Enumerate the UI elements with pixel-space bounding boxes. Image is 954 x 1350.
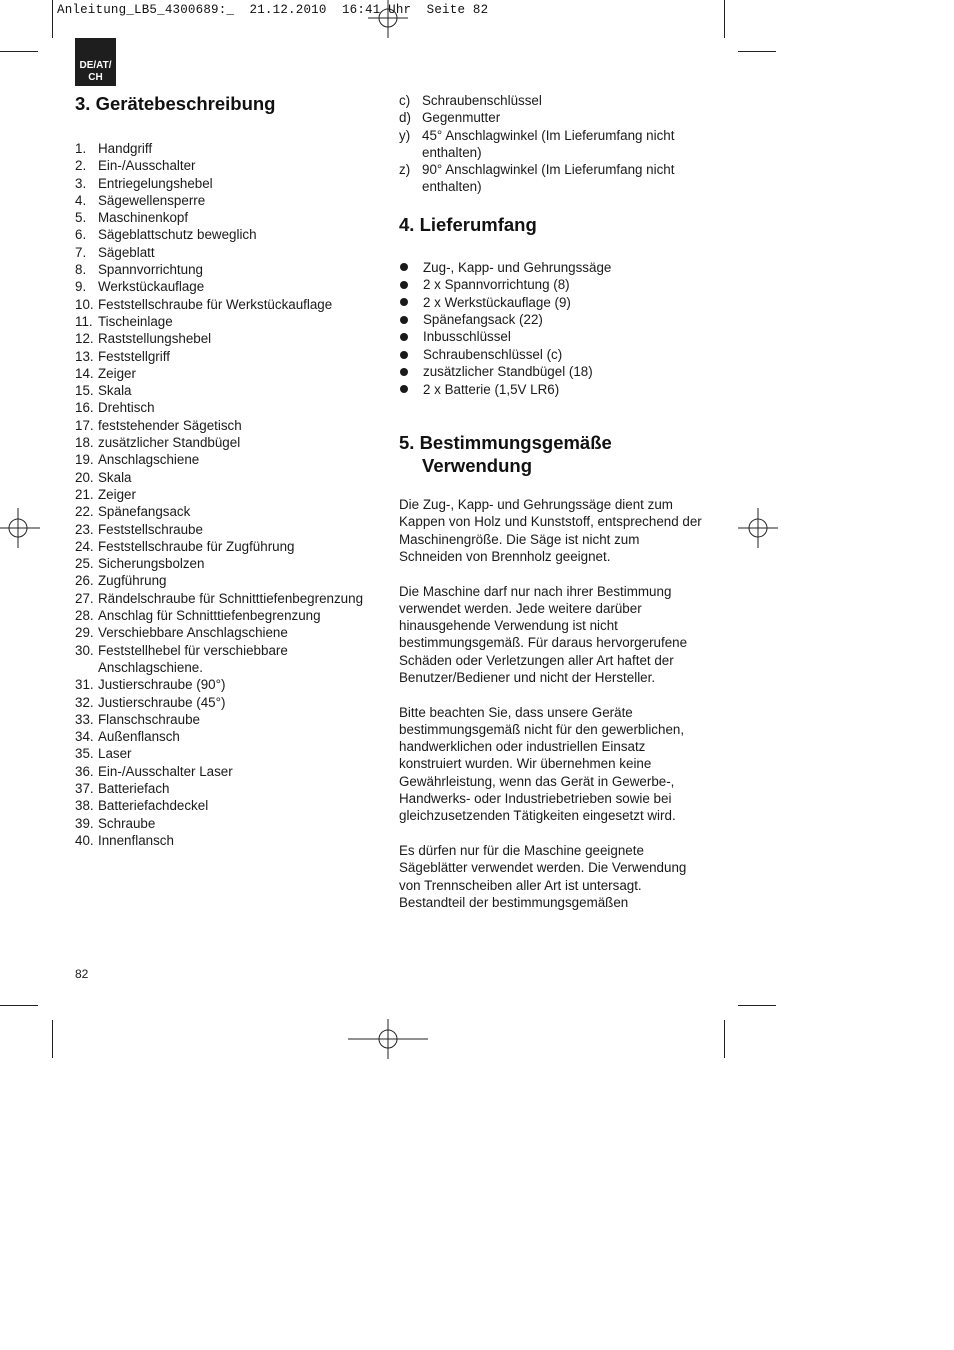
parts-list-item-label: Innenflansch xyxy=(98,832,174,848)
parts-list-item xyxy=(75,192,375,209)
bullet-icon xyxy=(400,368,408,376)
parts-list-item-number: 7. xyxy=(75,244,87,260)
parts-list-item-number: 14. xyxy=(75,365,94,381)
parts-list-item xyxy=(75,607,375,624)
parts-list-item xyxy=(75,417,375,434)
crop-mark-top-right-v xyxy=(724,0,725,38)
parts-letter-item-key: z) xyxy=(399,162,411,178)
parts-list-item xyxy=(75,555,375,572)
parts-list-item-number: 28. xyxy=(75,608,94,624)
parts-list-item-number: 5. xyxy=(75,210,87,226)
crop-mark-bottom-left-v xyxy=(52,1020,53,1058)
parts-letter-item xyxy=(399,109,709,126)
parts-letter-item-key: c) xyxy=(399,93,411,108)
parts-list-item xyxy=(75,313,375,330)
parts-list-item xyxy=(75,572,375,589)
delivery-scope-item xyxy=(399,328,709,345)
section-5-title xyxy=(399,431,709,477)
section-3-title: 3. Gerätebeschreibung xyxy=(75,93,276,114)
parts-list xyxy=(75,140,375,849)
bullet-icon xyxy=(400,263,408,271)
delivery-scope-item xyxy=(399,346,709,363)
parts-list-item xyxy=(75,711,375,728)
parts-list-item-number: 32. xyxy=(75,694,94,710)
parts-letter-list xyxy=(399,92,709,196)
parts-list-item xyxy=(75,451,375,468)
crop-mark-bottom-right-v xyxy=(724,1020,725,1058)
parts-list-item-number: 16. xyxy=(75,400,94,416)
parts-list-item xyxy=(75,278,375,295)
parts-list-item-label: Zugführung xyxy=(98,573,167,589)
parts-list-item-number: 23. xyxy=(75,521,94,537)
parts-list-item-number: 35. xyxy=(75,746,94,762)
parts-list-item xyxy=(75,486,375,503)
parts-list-item xyxy=(75,365,375,382)
parts-list-item xyxy=(75,832,375,849)
parts-list-item-label: Skala xyxy=(98,469,132,485)
parts-list-item-number: 4. xyxy=(75,192,87,208)
delivery-scope-item-label: Inbusschlüssel xyxy=(423,329,511,345)
parts-list-item-label: Sägeblattschutz beweglich xyxy=(98,227,257,243)
parts-list-item-number: 19. xyxy=(75,452,94,468)
parts-list-item xyxy=(75,521,375,538)
parts-list-item-number: 24. xyxy=(75,538,94,554)
intended-use-paragraph: Die Maschine darf nur nach ihrer Bestimmung verwendet werden. Jede weitere darüber hinausgehende Verwendung ist nicht bestimmungsgemäß. Für daraus hervorgerufene Schäden oder Verletzungen aller Art haftet der Benutzer/Bediener und nicht der Hersteller. xyxy=(399,583,688,685)
parts-list-item-label: Feststellschraube xyxy=(98,521,203,537)
parts-list-item-label: zusätzlicher Standbügel xyxy=(98,435,241,451)
parts-letter-item-label: 90° Anschlagwinkel (Im Lieferumfang nicht enthalten) xyxy=(422,162,675,195)
parts-list-item xyxy=(75,676,375,693)
parts-list-item-number: 30. xyxy=(75,642,94,658)
parts-list-item-label: Ein-/Ausschalter xyxy=(98,158,196,174)
parts-list-item xyxy=(75,624,375,641)
delivery-scope-item xyxy=(399,363,709,380)
parts-list-item-label: Batteriefach xyxy=(98,780,170,796)
parts-letter-item-label: Gegenmutter xyxy=(422,110,501,126)
intended-use-paragraph: Bestandteil der bestimmungsgemäßen xyxy=(399,894,629,910)
parts-list-item-number: 17. xyxy=(75,417,94,433)
crop-mark-bottom-right-h xyxy=(738,1005,776,1006)
parts-list-item-label: Feststellgriff xyxy=(98,348,170,364)
parts-list-item-label: feststehender Sägetisch xyxy=(98,417,242,433)
parts-list-item-label: Drehtisch xyxy=(98,400,155,416)
parts-list-item xyxy=(75,780,375,797)
parts-list-item xyxy=(75,503,375,520)
parts-list-item-label: Verschiebbare Anschlagschiene xyxy=(98,625,288,641)
crop-mark-top-right-h xyxy=(738,51,776,52)
parts-list-item-number: 20. xyxy=(75,469,94,485)
crop-mark-top-left-h xyxy=(0,51,38,52)
crop-mark-top-left-v xyxy=(52,0,53,38)
parts-list-item xyxy=(75,590,375,607)
intended-use-paragraph: Die Zug-, Kapp- und Gehrungssäge dient zum Kappen von Holz und Kunststoff, entsprechend der Maschinengröße. Die Säge ist nicht zum Schneiden von Brennholz geeignet. xyxy=(399,497,702,564)
delivery-scope-item-label: Schraubenschlüssel (c) xyxy=(423,346,563,362)
intended-use-paragraph: Bitte beachten Sie, dass unsere Geräte bestimmungsgemäß nicht für den gewerblichen, handwerklichen oder industriellen Einsatz konstruiert wurden. Wir übernehmen keine Gewährleistung, wenn das Gerät in Gewerbe-, Handwerks- oder Industriebetrieben sowie bei gleichzusetzenden Tätigkeiten eingesetzt wird. xyxy=(399,704,685,824)
parts-list-item-label: Werkstückauflage xyxy=(98,279,205,295)
parts-letter-item-key: y) xyxy=(399,127,411,143)
parts-letter-item-label: Schraubenschlüssel xyxy=(422,93,542,108)
bullet-icon xyxy=(400,281,408,289)
bullet-icon xyxy=(400,333,408,341)
parts-list-item-number: 27. xyxy=(75,590,94,606)
parts-list-item-number: 34. xyxy=(75,729,94,745)
parts-list-item xyxy=(75,797,375,814)
parts-list-item-number: 31. xyxy=(75,677,94,693)
delivery-scope-item xyxy=(399,381,709,398)
parts-list-item-number: 15. xyxy=(75,383,94,399)
parts-list-item-label: Spannvorrichtung xyxy=(98,262,203,278)
parts-list-item-number: 1. xyxy=(75,141,87,156)
parts-list-item-label: Sägeblatt xyxy=(98,244,155,260)
parts-list-item-number: 21. xyxy=(75,486,94,502)
parts-list-item-label: Feststellhebel für verschiebbare Anschlagschiene. xyxy=(98,642,288,675)
registration-mark-top-icon xyxy=(368,0,408,40)
parts-letter-item xyxy=(399,161,709,196)
parts-list-item xyxy=(75,175,375,192)
parts-list-item xyxy=(75,538,375,555)
parts-list-item-label: Sicherungsbolzen xyxy=(98,556,205,572)
parts-list-item-label: Entriegelungshebel xyxy=(98,175,213,191)
crop-mark-bottom-left-h xyxy=(0,1005,38,1006)
parts-list-item-number: 38. xyxy=(75,798,94,814)
parts-list-item-number: 10. xyxy=(75,296,94,312)
registration-mark-bottom-icon xyxy=(348,1019,428,1059)
parts-letter-item-label: 45° Anschlagwinkel (Im Lieferumfang nicht enthalten) xyxy=(422,127,675,160)
parts-list-item-label: Sägewellensperre xyxy=(98,192,206,208)
parts-list-item-label: Tischeinlage xyxy=(98,313,173,329)
parts-list-item-label: Laser xyxy=(98,746,132,762)
parts-list-item xyxy=(75,244,375,261)
parts-list-item-label: Rändelschraube für Schnitttiefenbegrenzung xyxy=(98,590,364,606)
parts-list-item-number: 39. xyxy=(75,815,94,831)
parts-list-item-label: Feststellschraube für Werkstückauflage xyxy=(98,296,333,312)
parts-list-item-number: 40. xyxy=(75,832,94,848)
parts-list-item-label: Feststellschraube für Zugführung xyxy=(98,538,295,554)
intended-use-paragraph: Es dürfen nur für die Maschine geeignete Sägeblätter verwendet werden. Die Verwendung von Trennscheiben aller Art ist untersagt. xyxy=(399,842,687,893)
parts-list-item xyxy=(75,330,375,347)
parts-list-item xyxy=(75,745,375,762)
parts-list-item-number: 2. xyxy=(75,158,87,174)
parts-list-item-number: 22. xyxy=(75,504,94,520)
parts-letter-item xyxy=(399,92,709,109)
parts-list-item-label: Justierschraube (90°) xyxy=(98,677,226,693)
parts-list-item-label: Anschlag für Schnitttiefenbegrenzung xyxy=(98,608,321,624)
bullet-icon xyxy=(400,298,408,306)
parts-list-item-label: Maschinenkopf xyxy=(98,210,189,226)
parts-list-item xyxy=(75,815,375,832)
parts-list-item-label: Batteriefachdeckel xyxy=(98,798,209,814)
delivery-scope-item-label: 2 x Spannvorrichtung (8) xyxy=(423,277,570,293)
delivery-scope-item xyxy=(399,311,709,328)
delivery-scope-item-label: 2 x Werkstückauflage (9) xyxy=(423,294,571,310)
parts-list-item-label: Ein-/Ausschalter Laser xyxy=(98,763,233,779)
intended-use-text xyxy=(399,496,704,911)
parts-list-item-label: Schraube xyxy=(98,815,156,831)
delivery-scope-item-label: zusätzlicher Standbügel (18) xyxy=(423,364,593,380)
parts-list-item-label: Spänefangsack xyxy=(98,504,191,520)
parts-list-item xyxy=(75,434,375,451)
parts-list-item xyxy=(75,296,375,313)
bullet-icon xyxy=(400,385,408,393)
left-column xyxy=(75,92,375,849)
parts-list-item-label: Zeiger xyxy=(98,365,136,381)
parts-list-item xyxy=(75,469,375,486)
parts-list-item xyxy=(75,728,375,745)
parts-list-item xyxy=(75,157,375,174)
parts-letter-item xyxy=(399,127,709,162)
parts-list-item-label: Skala xyxy=(98,383,132,399)
parts-letter-item-key: d) xyxy=(399,110,411,126)
section-4-title: 4. Lieferumfang xyxy=(399,213,537,235)
delivery-scope-item-label: Zug-, Kapp- und Gehrungssäge xyxy=(423,259,612,275)
parts-list-item-label: Anschlagschiene xyxy=(98,452,200,468)
page-number: 82 xyxy=(75,967,89,981)
parts-list-item-number: 18. xyxy=(75,435,94,451)
parts-list-item-label: Außenflansch xyxy=(98,729,180,745)
parts-list-item-label: Zeiger xyxy=(98,486,136,502)
parts-list-item xyxy=(75,642,375,677)
parts-list-item-number: 29. xyxy=(75,625,94,641)
parts-list-item-number: 11. xyxy=(75,313,93,329)
parts-list-item-number: 6. xyxy=(75,227,87,243)
parts-list-item-label: Justierschraube (45°) xyxy=(98,694,226,710)
parts-list-item-number: 36. xyxy=(75,763,94,779)
parts-list-item-label: Flanschschraube xyxy=(98,711,200,727)
parts-list-item-label: Raststellungshebel xyxy=(98,331,212,347)
parts-list-item-number: 37. xyxy=(75,780,94,796)
bullet-icon xyxy=(400,351,408,359)
print-slug-line: Anleitung_LB5_4300689:_ 21.12.2010 16:41 Uhr Seite 82 xyxy=(57,3,489,17)
section-5-title-line-1: 5. Bestimmungsgemäße xyxy=(399,432,612,454)
right-column xyxy=(399,92,709,911)
language-badge xyxy=(75,38,116,86)
parts-list-item xyxy=(75,140,375,157)
parts-list-item-number: 25. xyxy=(75,556,94,572)
delivery-scope-item-label: 2 x Batterie (1,5V LR6) xyxy=(423,381,560,397)
parts-list-item-number: 26. xyxy=(75,573,94,589)
delivery-scope-item xyxy=(399,294,709,311)
parts-list-item-label: Handgriff xyxy=(98,141,153,156)
parts-list-item xyxy=(75,261,375,278)
parts-list-item-number: 8. xyxy=(75,262,87,278)
parts-list-item xyxy=(75,209,375,226)
parts-list-item-number: 9. xyxy=(75,279,87,295)
delivery-scope-item-label: Spänefangsack (22) xyxy=(423,312,543,327)
registration-mark-right-icon xyxy=(738,508,778,548)
parts-list-item-number: 13. xyxy=(75,348,94,364)
delivery-scope-item xyxy=(399,259,709,276)
bullet-icon xyxy=(400,316,408,324)
parts-list-item-number: 3. xyxy=(75,175,87,191)
parts-list-item xyxy=(75,382,375,399)
section-5-title-line-2: Verwendung xyxy=(422,455,532,477)
parts-list-item xyxy=(75,694,375,711)
delivery-scope-list xyxy=(399,259,709,398)
parts-list-item xyxy=(75,399,375,416)
parts-list-item-number: 12. xyxy=(75,331,94,347)
delivery-scope-item xyxy=(399,276,709,293)
parts-list-item xyxy=(75,226,375,243)
registration-mark-left-icon xyxy=(0,508,40,548)
parts-list-item-number: 33. xyxy=(75,711,94,727)
parts-list-item xyxy=(75,348,375,365)
language-badge-label: DE/AT/ CH xyxy=(79,60,112,83)
parts-list-item xyxy=(75,763,375,780)
